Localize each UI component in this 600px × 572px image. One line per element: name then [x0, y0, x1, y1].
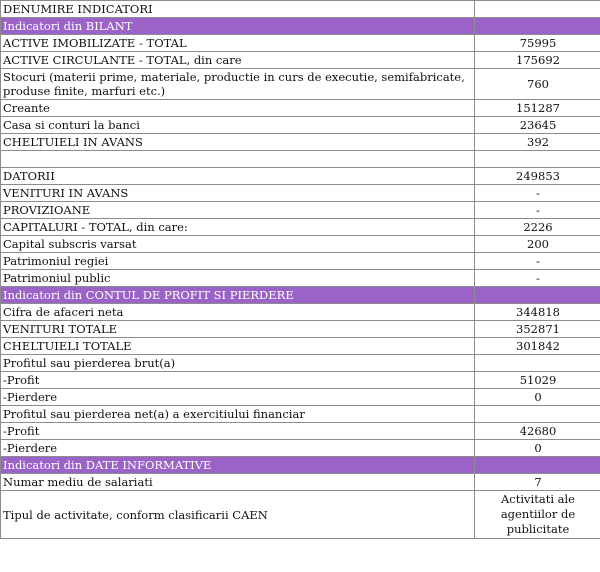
- section-value-profit: [475, 287, 600, 304]
- row-label: Stocuri (materii prime, materiale, productie in curs de executie, semifabricate, produse finite, marfuri etc.): [1, 69, 475, 100]
- header-label: DENUMIRE INDICATORI: [1, 1, 475, 18]
- row-label: -Pierdere: [1, 440, 475, 457]
- row-label: Profitul sau pierderea net(a) a exercitiului financiar: [1, 406, 475, 423]
- section-row-profit: [1, 287, 600, 304]
- section-title-bilant: Indicatori din BILANT: [1, 18, 475, 35]
- section-value-bilant: [475, 18, 600, 35]
- row-label: Tipul de activitate, conform clasificarii CAEN: [1, 491, 475, 539]
- row-label: CHELTUIELI TOTALE: [1, 338, 475, 355]
- row-value: 392: [475, 134, 600, 151]
- row-value: Activitati ale agentiilor de publicitate: [475, 491, 600, 539]
- row-value: -: [475, 270, 600, 287]
- row-value: 151287: [475, 100, 600, 117]
- row-label: Patrimoniul regiei: [1, 253, 475, 270]
- row-value: 7: [475, 474, 600, 491]
- row-label: ACTIVE CIRCULANTE - TOTAL, din care: [1, 52, 475, 69]
- row-label: Capital subscris varsat: [1, 236, 475, 253]
- row-value: [475, 406, 600, 423]
- table-row: [1, 52, 600, 69]
- row-label: Cifra de afaceri neta: [1, 304, 475, 321]
- section-row-bilant: [1, 18, 600, 35]
- section-row-informative: [1, 457, 600, 474]
- row-value: 200: [475, 236, 600, 253]
- table-row: [1, 491, 600, 539]
- table-row: [1, 389, 600, 406]
- row-label: [1, 151, 475, 168]
- row-label: VENITURI IN AVANS: [1, 185, 475, 202]
- table-row: [1, 423, 600, 440]
- table-row: [1, 355, 600, 372]
- row-value: 344818: [475, 304, 600, 321]
- row-label: VENITURI TOTALE: [1, 321, 475, 338]
- table-row: [1, 168, 600, 185]
- row-value: 23645: [475, 117, 600, 134]
- table-row: [1, 202, 600, 219]
- row-label: PROVIZIOANE: [1, 202, 475, 219]
- row-value: 301842: [475, 338, 600, 355]
- table-row: [1, 440, 600, 457]
- section-title-profit: Indicatori din CONTUL DE PROFIT SI PIERDERE: [1, 287, 475, 304]
- table-row: [1, 35, 600, 52]
- row-value: 75995: [475, 35, 600, 52]
- table-row-empty: [1, 151, 600, 168]
- table-row: [1, 219, 600, 236]
- row-label: Numar mediu de salariati: [1, 474, 475, 491]
- table-row: [1, 100, 600, 117]
- row-label: ACTIVE IMOBILIZATE - TOTAL: [1, 35, 475, 52]
- table-row: [1, 69, 600, 100]
- row-label: Patrimoniul public: [1, 270, 475, 287]
- row-value: 0: [475, 440, 600, 457]
- row-value: [475, 355, 600, 372]
- row-label: -Profit: [1, 423, 475, 440]
- table-row: [1, 134, 600, 151]
- row-label: -Pierdere: [1, 389, 475, 406]
- header-value: [475, 1, 600, 18]
- row-value: 2226: [475, 219, 600, 236]
- header-row: [1, 1, 600, 18]
- table-row: [1, 270, 600, 287]
- row-label: Profitul sau pierderea brut(a): [1, 355, 475, 372]
- table-row: [1, 253, 600, 270]
- row-value: -: [475, 253, 600, 270]
- table-row: [1, 338, 600, 355]
- table-row: [1, 321, 600, 338]
- row-value: 175692: [475, 52, 600, 69]
- row-label: Creante: [1, 100, 475, 117]
- table-row: [1, 304, 600, 321]
- table-row: [1, 372, 600, 389]
- table-row: [1, 474, 600, 491]
- section-title-informative: Indicatori din DATE INFORMATIVE: [1, 457, 475, 474]
- table-row: [1, 117, 600, 134]
- row-value: -: [475, 202, 600, 219]
- table-row: [1, 406, 600, 423]
- row-value: [475, 151, 600, 168]
- row-value: 0: [475, 389, 600, 406]
- row-label: Casa si conturi la banci: [1, 117, 475, 134]
- row-value: 249853: [475, 168, 600, 185]
- row-value: 42680: [475, 423, 600, 440]
- row-value: 760: [475, 69, 600, 100]
- table-row: [1, 185, 600, 202]
- row-label: DATORII: [1, 168, 475, 185]
- row-label: CHELTUIELI IN AVANS: [1, 134, 475, 151]
- table-row: [1, 236, 600, 253]
- row-label: CAPITALURI - TOTAL, din care:: [1, 219, 475, 236]
- section-value-informative: [475, 457, 600, 474]
- row-value: 51029: [475, 372, 600, 389]
- row-label: -Profit: [1, 372, 475, 389]
- row-value: 352871: [475, 321, 600, 338]
- row-value: -: [475, 185, 600, 202]
